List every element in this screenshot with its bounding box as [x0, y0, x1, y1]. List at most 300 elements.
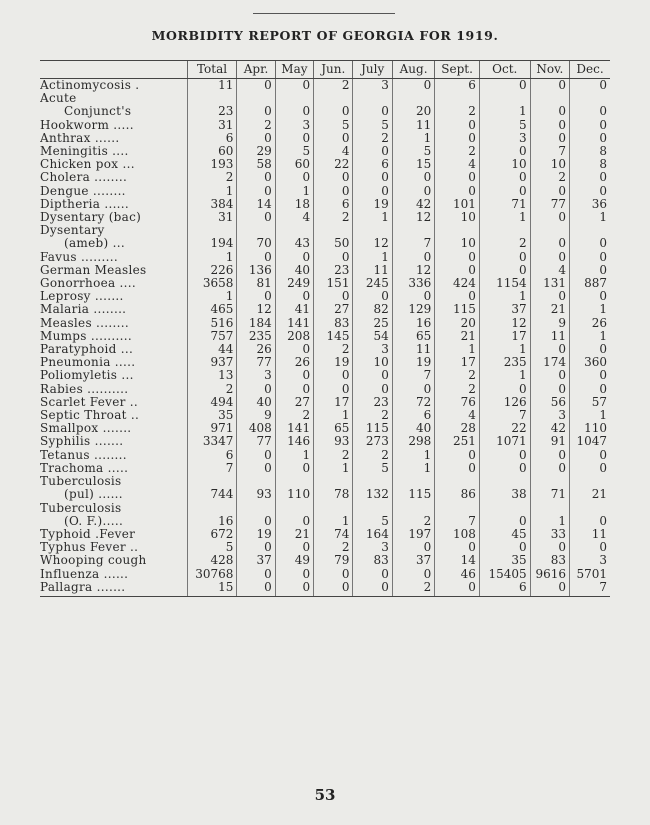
disease-name-text: German Measles: [40, 263, 147, 277]
month-cell: 19: [392, 356, 434, 369]
month-cell: 2: [314, 79, 353, 93]
month-cell: 2: [275, 409, 313, 422]
month-cell: 12: [237, 303, 275, 316]
disease-name-text: Favus .........: [40, 250, 118, 264]
total-cell: 2: [187, 383, 237, 396]
month-cell: 70: [237, 224, 275, 250]
month-cell: 79: [314, 554, 353, 567]
month-cell: 115: [353, 422, 392, 435]
disease-name-text: Smallpox .......: [40, 422, 132, 436]
disease-name-text: Pneumonia .....: [40, 356, 136, 370]
month-cell: 74: [314, 528, 353, 541]
month-cell: 2: [392, 581, 434, 597]
disease-name-text: Anthrax ......: [40, 131, 120, 145]
month-cell: 110: [570, 422, 610, 435]
month-cell: 9: [237, 409, 275, 422]
month-cell: 0: [237, 251, 275, 264]
month-cell: 11: [392, 119, 434, 132]
total-cell: 494: [187, 396, 237, 409]
month-cell: 1: [570, 330, 610, 343]
disease-name-continuation: Conjunct's: [64, 104, 132, 119]
disease-name: [40, 422, 187, 435]
month-cell: 58: [237, 158, 275, 171]
disease-name-text: Meningitis ....: [40, 145, 129, 159]
month-cell: 33: [530, 528, 569, 541]
month-cell: 145: [314, 330, 353, 343]
month-cell: 0: [435, 251, 480, 264]
disease-name-text: Tetanus ........: [40, 448, 127, 462]
month-cell: 0: [275, 251, 313, 264]
month-cell: 0: [275, 92, 313, 118]
column-header: Sept.: [435, 61, 480, 79]
month-cell: 86: [435, 475, 480, 501]
month-cell: 4: [530, 264, 569, 277]
month-cell: 6: [435, 79, 480, 93]
month-cell: 360: [570, 356, 610, 369]
month-cell: 1: [392, 132, 434, 145]
disease-name-text: Dysentary (bac): [40, 211, 142, 225]
month-cell: 6: [353, 158, 392, 171]
disease-name: [40, 145, 187, 158]
month-cell: 0: [314, 581, 353, 597]
disease-name: [40, 396, 187, 409]
month-cell: 27: [314, 303, 353, 316]
month-cell: 0: [237, 290, 275, 303]
month-cell: 23: [353, 396, 392, 409]
table-row: [40, 251, 610, 264]
month-cell: 0: [530, 449, 569, 462]
month-cell: 0: [392, 290, 434, 303]
month-cell: 10: [479, 158, 530, 171]
month-cell: 15405: [479, 568, 530, 581]
month-cell: 0: [275, 290, 313, 303]
month-cell: 0: [479, 383, 530, 396]
total-cell: 1: [187, 290, 237, 303]
month-cell: 0: [570, 383, 610, 396]
month-cell: 197: [392, 528, 434, 541]
month-cell: 0: [530, 119, 569, 132]
month-cell: 23: [314, 264, 353, 277]
month-cell: 0: [237, 92, 275, 118]
disease-name: [40, 581, 187, 597]
month-cell: 11: [392, 343, 434, 356]
table-row: [40, 224, 610, 250]
total-cell: 226: [187, 264, 237, 277]
month-cell: 0: [570, 369, 610, 382]
month-cell: 0: [570, 185, 610, 198]
month-cell: 0: [237, 581, 275, 597]
month-cell: 0: [479, 145, 530, 158]
column-header: Dec.: [570, 61, 610, 79]
disease-name-text: Diptheria ......: [40, 197, 130, 211]
month-cell: 3: [353, 343, 392, 356]
month-cell: 0: [435, 171, 480, 184]
month-cell: 0: [570, 343, 610, 356]
month-cell: 0: [435, 462, 480, 475]
disease-name: [40, 356, 187, 369]
month-cell: 0: [530, 462, 569, 475]
month-cell: 26: [570, 317, 610, 330]
month-cell: 0: [530, 211, 569, 224]
disease-name-text: Influenza ......: [40, 567, 129, 581]
month-cell: 0: [353, 185, 392, 198]
month-cell: 2: [435, 92, 480, 118]
month-cell: 3: [570, 554, 610, 567]
disease-name-text: Gonorrhoea ....: [40, 277, 137, 291]
month-cell: 2: [237, 119, 275, 132]
month-cell: 126: [479, 396, 530, 409]
table-row: [40, 581, 610, 597]
month-cell: 20: [392, 92, 434, 118]
disease-name: [40, 264, 187, 277]
month-cell: 41: [275, 303, 313, 316]
month-cell: 46: [435, 568, 480, 581]
month-cell: 2: [435, 383, 480, 396]
month-cell: 0: [479, 171, 530, 184]
disease-name: [40, 185, 187, 198]
month-cell: 0: [237, 502, 275, 528]
month-cell: 4: [275, 211, 313, 224]
disease-name: [40, 224, 187, 250]
month-cell: 0: [435, 449, 480, 462]
month-cell: 20: [435, 317, 480, 330]
disease-name: [40, 277, 187, 290]
total-cell: 30768: [187, 568, 237, 581]
month-cell: 0: [530, 343, 569, 356]
disease-name-text: Dengue ........: [40, 184, 126, 198]
month-cell: 1: [479, 92, 530, 118]
month-cell: 0: [530, 383, 569, 396]
month-cell: 50: [314, 224, 353, 250]
month-cell: 0: [392, 383, 434, 396]
month-cell: 164: [353, 528, 392, 541]
table-row: [40, 303, 610, 316]
month-cell: 0: [570, 541, 610, 554]
month-cell: 82: [353, 303, 392, 316]
disease-name-text: Malaria ........: [40, 303, 127, 317]
month-cell: 0: [237, 132, 275, 145]
month-cell: 0: [314, 290, 353, 303]
month-cell: 0: [530, 541, 569, 554]
month-cell: 0: [314, 132, 353, 145]
month-cell: 2: [479, 224, 530, 250]
month-cell: 1: [570, 211, 610, 224]
month-cell: 4: [435, 158, 480, 171]
month-cell: 146: [275, 435, 313, 448]
disease-name-text: Paratyphoid ...: [40, 343, 134, 357]
month-cell: 151: [314, 277, 353, 290]
month-cell: 0: [314, 251, 353, 264]
month-cell: 14: [237, 198, 275, 211]
month-cell: 78: [314, 475, 353, 501]
month-cell: 1: [479, 290, 530, 303]
month-cell: 60: [275, 158, 313, 171]
month-cell: 115: [435, 303, 480, 316]
disease-name: [40, 211, 187, 224]
month-cell: 49: [275, 554, 313, 567]
disease-name-text: Typhoid .Fever: [40, 527, 136, 541]
month-cell: 0: [570, 119, 610, 132]
total-cell: 31: [187, 119, 237, 132]
table-row: [40, 435, 610, 448]
month-cell: 9616: [530, 568, 569, 581]
month-cell: 0: [237, 449, 275, 462]
disease-name: [40, 330, 187, 343]
column-header-disease: [40, 61, 187, 79]
month-cell: 1: [570, 409, 610, 422]
disease-name-text: Dysentary: [40, 224, 105, 238]
total-cell: 971: [187, 422, 237, 435]
month-cell: 10: [530, 158, 569, 171]
total-cell: 16: [187, 502, 237, 528]
total-cell: 23: [187, 92, 237, 118]
month-cell: 21: [275, 528, 313, 541]
month-cell: 54: [353, 330, 392, 343]
month-cell: 0: [530, 92, 569, 118]
table-row: [40, 383, 610, 396]
month-cell: 27: [275, 396, 313, 409]
month-cell: 9: [530, 317, 569, 330]
month-cell: 57: [570, 396, 610, 409]
month-cell: 37: [479, 303, 530, 316]
disease-name: [40, 462, 187, 475]
month-cell: 0: [570, 502, 610, 528]
month-cell: 40: [275, 264, 313, 277]
total-cell: 3347: [187, 435, 237, 448]
disease-name-text: Hookworm .....: [40, 118, 134, 132]
month-cell: 0: [392, 171, 434, 184]
total-cell: 384: [187, 198, 237, 211]
month-cell: 3: [237, 369, 275, 382]
month-cell: 336: [392, 277, 434, 290]
total-cell: 428: [187, 554, 237, 567]
disease-name: [40, 119, 187, 132]
month-cell: 11: [530, 330, 569, 343]
month-cell: 131: [530, 277, 569, 290]
month-cell: 2: [392, 502, 434, 528]
month-cell: 3: [530, 409, 569, 422]
month-cell: 3: [479, 132, 530, 145]
month-cell: 72: [392, 396, 434, 409]
month-cell: 0: [570, 264, 610, 277]
month-cell: 5: [353, 502, 392, 528]
month-cell: 17: [435, 356, 480, 369]
disease-name-text: Leprosy .......: [40, 290, 124, 304]
month-cell: 1: [314, 462, 353, 475]
month-cell: 0: [237, 568, 275, 581]
month-cell: 2: [353, 132, 392, 145]
month-cell: 3: [353, 79, 392, 93]
disease-name: [40, 343, 187, 356]
month-cell: 0: [570, 290, 610, 303]
month-cell: 37: [392, 554, 434, 567]
month-cell: 129: [392, 303, 434, 316]
top-rule: [253, 13, 395, 14]
month-cell: 0: [530, 79, 569, 93]
disease-name-text: Actinomycosis .: [40, 78, 140, 92]
disease-name: [40, 528, 187, 541]
month-cell: 0: [353, 369, 392, 382]
total-cell: 2: [187, 171, 237, 184]
disease-name-text: Measles ........: [40, 316, 129, 330]
month-cell: 0: [353, 581, 392, 597]
month-cell: 40: [237, 396, 275, 409]
month-cell: 17: [314, 396, 353, 409]
month-cell: 298: [392, 435, 434, 448]
total-cell: 15: [187, 581, 237, 597]
month-cell: 38: [479, 475, 530, 501]
disease-name-continuation: (O. F.).....: [64, 513, 124, 528]
disease-name-continuation: (pul) ......: [64, 487, 123, 502]
month-cell: 7: [479, 409, 530, 422]
month-cell: 0: [237, 541, 275, 554]
month-cell: 0: [353, 92, 392, 118]
month-cell: 0: [237, 211, 275, 224]
total-cell: 6: [187, 132, 237, 145]
month-cell: 0: [275, 369, 313, 382]
month-cell: 0: [530, 224, 569, 250]
month-cell: 0: [237, 383, 275, 396]
month-cell: 21: [570, 475, 610, 501]
month-cell: 10: [435, 224, 480, 250]
month-cell: 0: [479, 264, 530, 277]
month-cell: 19: [314, 356, 353, 369]
morbidity-table: [40, 60, 610, 597]
month-cell: 93: [237, 475, 275, 501]
month-cell: 0: [530, 369, 569, 382]
table-row: [40, 449, 610, 462]
disease-name: [40, 132, 187, 145]
month-cell: 235: [479, 356, 530, 369]
total-cell: 60: [187, 145, 237, 158]
total-cell: 194: [187, 224, 237, 250]
total-cell: 44: [187, 343, 237, 356]
month-cell: 2: [435, 145, 480, 158]
month-cell: 2: [353, 449, 392, 462]
total-cell: 672: [187, 528, 237, 541]
month-cell: 15: [392, 158, 434, 171]
disease-name-text: Scarlet Fever ..: [40, 395, 139, 409]
month-cell: 0: [435, 581, 480, 597]
month-cell: 0: [435, 132, 480, 145]
disease-name: [40, 383, 187, 396]
disease-name: [40, 475, 187, 501]
month-cell: 235: [237, 330, 275, 343]
month-cell: 77: [237, 356, 275, 369]
month-cell: 0: [570, 171, 610, 184]
total-cell: 5: [187, 541, 237, 554]
month-cell: 36: [570, 198, 610, 211]
disease-name-text: Tuberculosis: [40, 501, 122, 515]
month-cell: 91: [530, 435, 569, 448]
month-cell: 0: [570, 449, 610, 462]
month-cell: 5: [314, 119, 353, 132]
month-cell: 3: [275, 119, 313, 132]
month-cell: 1: [353, 211, 392, 224]
month-cell: 1: [392, 449, 434, 462]
month-cell: 0: [275, 581, 313, 597]
month-cell: 0: [314, 383, 353, 396]
table-row: [40, 502, 610, 528]
month-cell: 77: [237, 435, 275, 448]
month-cell: 141: [275, 317, 313, 330]
month-cell: 6: [314, 198, 353, 211]
month-cell: 0: [435, 264, 480, 277]
month-cell: 2: [314, 449, 353, 462]
month-cell: 245: [353, 277, 392, 290]
month-cell: 22: [479, 422, 530, 435]
month-cell: 5701: [570, 568, 610, 581]
month-cell: 71: [479, 198, 530, 211]
month-cell: 4: [435, 409, 480, 422]
month-cell: 110: [275, 475, 313, 501]
month-cell: 0: [237, 185, 275, 198]
month-cell: 2: [353, 409, 392, 422]
table-header-row: [40, 61, 610, 79]
month-cell: 17: [479, 330, 530, 343]
month-cell: 0: [530, 290, 569, 303]
disease-name-text: Tuberculosis: [40, 475, 122, 489]
month-cell: 0: [275, 502, 313, 528]
table-row: [40, 568, 610, 581]
month-cell: 0: [570, 92, 610, 118]
month-cell: 12: [479, 317, 530, 330]
month-cell: 249: [275, 277, 313, 290]
month-cell: 0: [392, 185, 434, 198]
column-header: Total: [187, 61, 237, 79]
table-row: [40, 92, 610, 118]
disease-name-text: Syphilis .......: [40, 435, 124, 449]
column-header: May: [275, 61, 313, 79]
month-cell: 0: [479, 449, 530, 462]
month-cell: 0: [479, 251, 530, 264]
month-cell: 3: [353, 541, 392, 554]
disease-name: [40, 290, 187, 303]
month-cell: 5: [392, 145, 434, 158]
month-cell: 1: [530, 502, 569, 528]
month-cell: 12: [392, 264, 434, 277]
month-cell: 0: [530, 251, 569, 264]
month-cell: 0: [275, 79, 313, 93]
disease-name-text: Poliomyletis ...: [40, 369, 134, 383]
month-cell: 0: [392, 541, 434, 554]
month-cell: 35: [479, 554, 530, 567]
table-row: [40, 369, 610, 382]
month-cell: 0: [275, 132, 313, 145]
disease-name-text: Acute: [40, 92, 77, 106]
month-cell: 0: [435, 185, 480, 198]
month-cell: 136: [237, 264, 275, 277]
month-cell: 25: [353, 317, 392, 330]
month-cell: 21: [530, 303, 569, 316]
month-cell: 1: [570, 303, 610, 316]
month-cell: 6: [392, 409, 434, 422]
month-cell: 0: [314, 568, 353, 581]
disease-name: [40, 568, 187, 581]
month-cell: 43: [275, 224, 313, 250]
month-cell: 77: [530, 198, 569, 211]
column-header: Oct.: [479, 61, 530, 79]
month-cell: 115: [392, 475, 434, 501]
month-cell: 83: [353, 554, 392, 567]
disease-name: [40, 171, 187, 184]
table-row: [40, 317, 610, 330]
month-cell: 26: [275, 356, 313, 369]
month-cell: 0: [353, 568, 392, 581]
column-header: Aug.: [392, 61, 434, 79]
disease-name: [40, 317, 187, 330]
month-cell: 1: [479, 369, 530, 382]
